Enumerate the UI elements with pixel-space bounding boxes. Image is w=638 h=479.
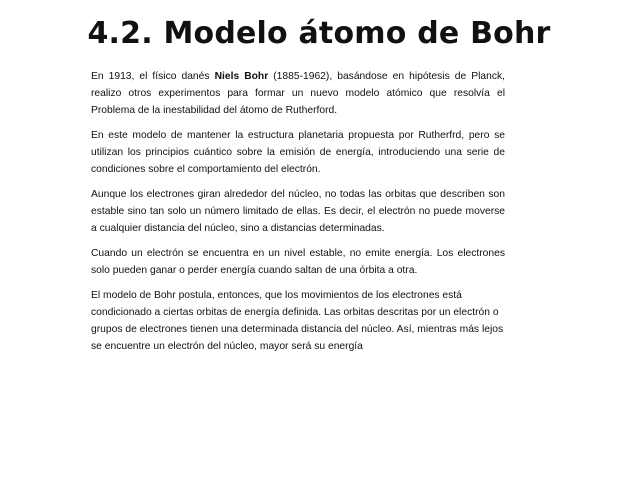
paragraph-bohr-intro [91,68,505,119]
paragraph-bohr-intro-after: (1885-1962), basándose en hipótesis de Planck, realizo otros experimentos para formar un nuevo modelo atómico que resolvía el Problema de la inestabilidad del átomo de Rutherford. [91,71,505,116]
paragraph-planetary-structure: En este modelo de mantener la estructura planetaria propuesta por Rutherfrd, pero se utilizan los principios cuántico sobre la emisión de energía, introduciendo una serie de condiciones sobre el comportamiento del electrón. [91,130,505,175]
slide-body [91,68,505,363]
paragraph-bohr-postulate: El modelo de Bohr postula, entonces, que los movimientos de los electrones está condicionado a ciertas orbitas de energía definida. Las orbitas descritas por un electrón o grupos de electrones tienen una determinada distancia del núcleo. Así, mientras más lejos se encuentre un electrón del núcleo, mayor será su energía [91,290,504,352]
paragraph-stable-level: Cuando un electrón se encuentra en un nivel estable, no emite energía. Los electrones solo pueden ganar o perder energía cuando saltan de una órbita a otra. [91,248,505,276]
paragraph-limited-orbits: Aunque los electrones giran alrededor del núcleo, no todas las orbitas que describen son estable sino tan solo un número limitado de ellas. Es decir, el electrón no puede moverse a cualquier distancia del núcleo, sino a distancias determinadas. [91,189,505,234]
slide-title: 4.2. Modelo átomo de Bohr [87,16,551,51]
niels-bohr-name: Niels Bohr [214,71,269,82]
paragraph-bohr-intro-before: En 1913, el físico danés [91,71,215,82]
